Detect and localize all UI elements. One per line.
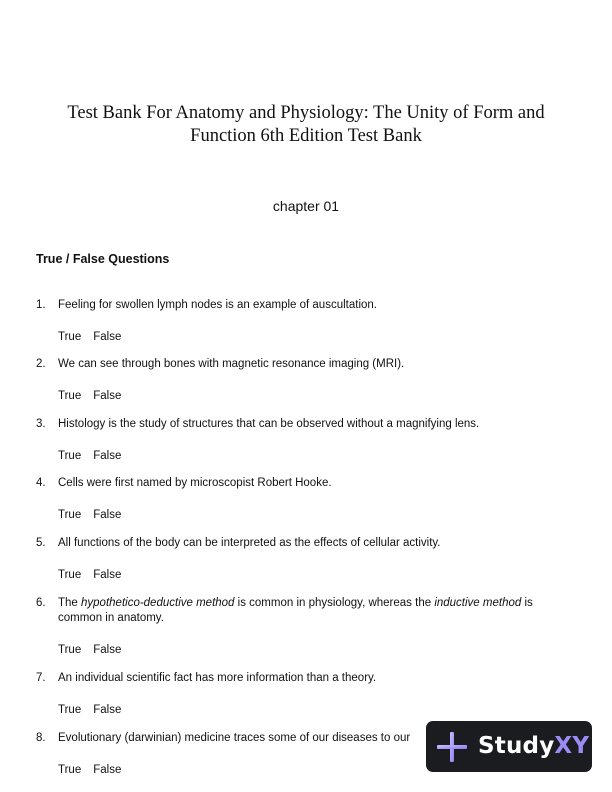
question-text: An individual scientific fact has more information than a theory.: [58, 672, 377, 684]
question-text: All functions of the body can be interpreted as the effects of cellular activity.: [58, 537, 441, 549]
answer-options: [58, 568, 133, 583]
answer-options: [58, 508, 133, 523]
option-true[interactable]: True: [58, 644, 82, 656]
option-false[interactable]: False: [93, 704, 122, 716]
title-line-1: Test Bank For Anatomy and Physiology: The Unity of Form and: [67, 103, 545, 123]
option-false[interactable]: False: [93, 390, 122, 402]
question-number: 2.: [36, 358, 46, 370]
studyxy-badge[interactable]: [426, 721, 592, 772]
question-text: We can see through bones with magnetic resonance imaging (MRI).: [58, 358, 405, 370]
question-text: Cells were first named by microscopist Robert Hooke.: [58, 477, 332, 489]
answer-options: [58, 330, 133, 345]
option-true[interactable]: True: [58, 509, 82, 521]
option-false[interactable]: False: [93, 644, 122, 656]
section-heading: True / False Questions: [36, 252, 170, 266]
answer-options: [58, 763, 133, 778]
option-true[interactable]: True: [58, 331, 82, 343]
question-text: Histology is the study of structures that can be observed without a magnifying lens.: [58, 418, 480, 430]
question-number: 8.: [36, 732, 46, 744]
answer-options: [58, 643, 133, 658]
plus-logo-icon: [436, 731, 468, 763]
document-title: [40, 102, 572, 148]
option-false[interactable]: False: [93, 450, 122, 462]
question-text: Feeling for swollen lymph nodes is an example of auscultation.: [58, 299, 377, 311]
question-number: 6.: [36, 597, 46, 609]
question-number: 1.: [36, 299, 46, 311]
italic-term: inductive method: [434, 597, 522, 609]
option-false[interactable]: False: [93, 569, 122, 581]
option-false[interactable]: False: [93, 331, 122, 343]
question-text: Evolutionary (darwinian) medicine traces some of our diseases to our: [58, 732, 411, 744]
option-true[interactable]: True: [58, 390, 82, 402]
question-number: 3.: [36, 418, 46, 430]
answer-options: [58, 449, 133, 464]
question-number: 7.: [36, 672, 46, 684]
option-false[interactable]: False: [93, 764, 122, 776]
option-true[interactable]: True: [58, 704, 82, 716]
question-number: 5.: [36, 537, 46, 549]
answer-options: [58, 389, 133, 404]
chapter-label: chapter 01: [272, 198, 340, 214]
title-line-2: Function 6th Edition Test Bank: [190, 126, 422, 146]
question-text: The hypothetico-deductive method is common in physiology, whereas the inductive method is common in anatomy.: [58, 597, 533, 624]
question-number: 4.: [36, 477, 46, 489]
option-true[interactable]: True: [58, 450, 82, 462]
studyxy-wordmark: StudyXY: [478, 733, 590, 759]
italic-term: hypothetico-deductive method: [81, 597, 235, 609]
option-true[interactable]: True: [58, 764, 82, 776]
option-true[interactable]: True: [58, 569, 82, 581]
option-false[interactable]: False: [93, 509, 122, 521]
answer-options: [58, 703, 133, 718]
